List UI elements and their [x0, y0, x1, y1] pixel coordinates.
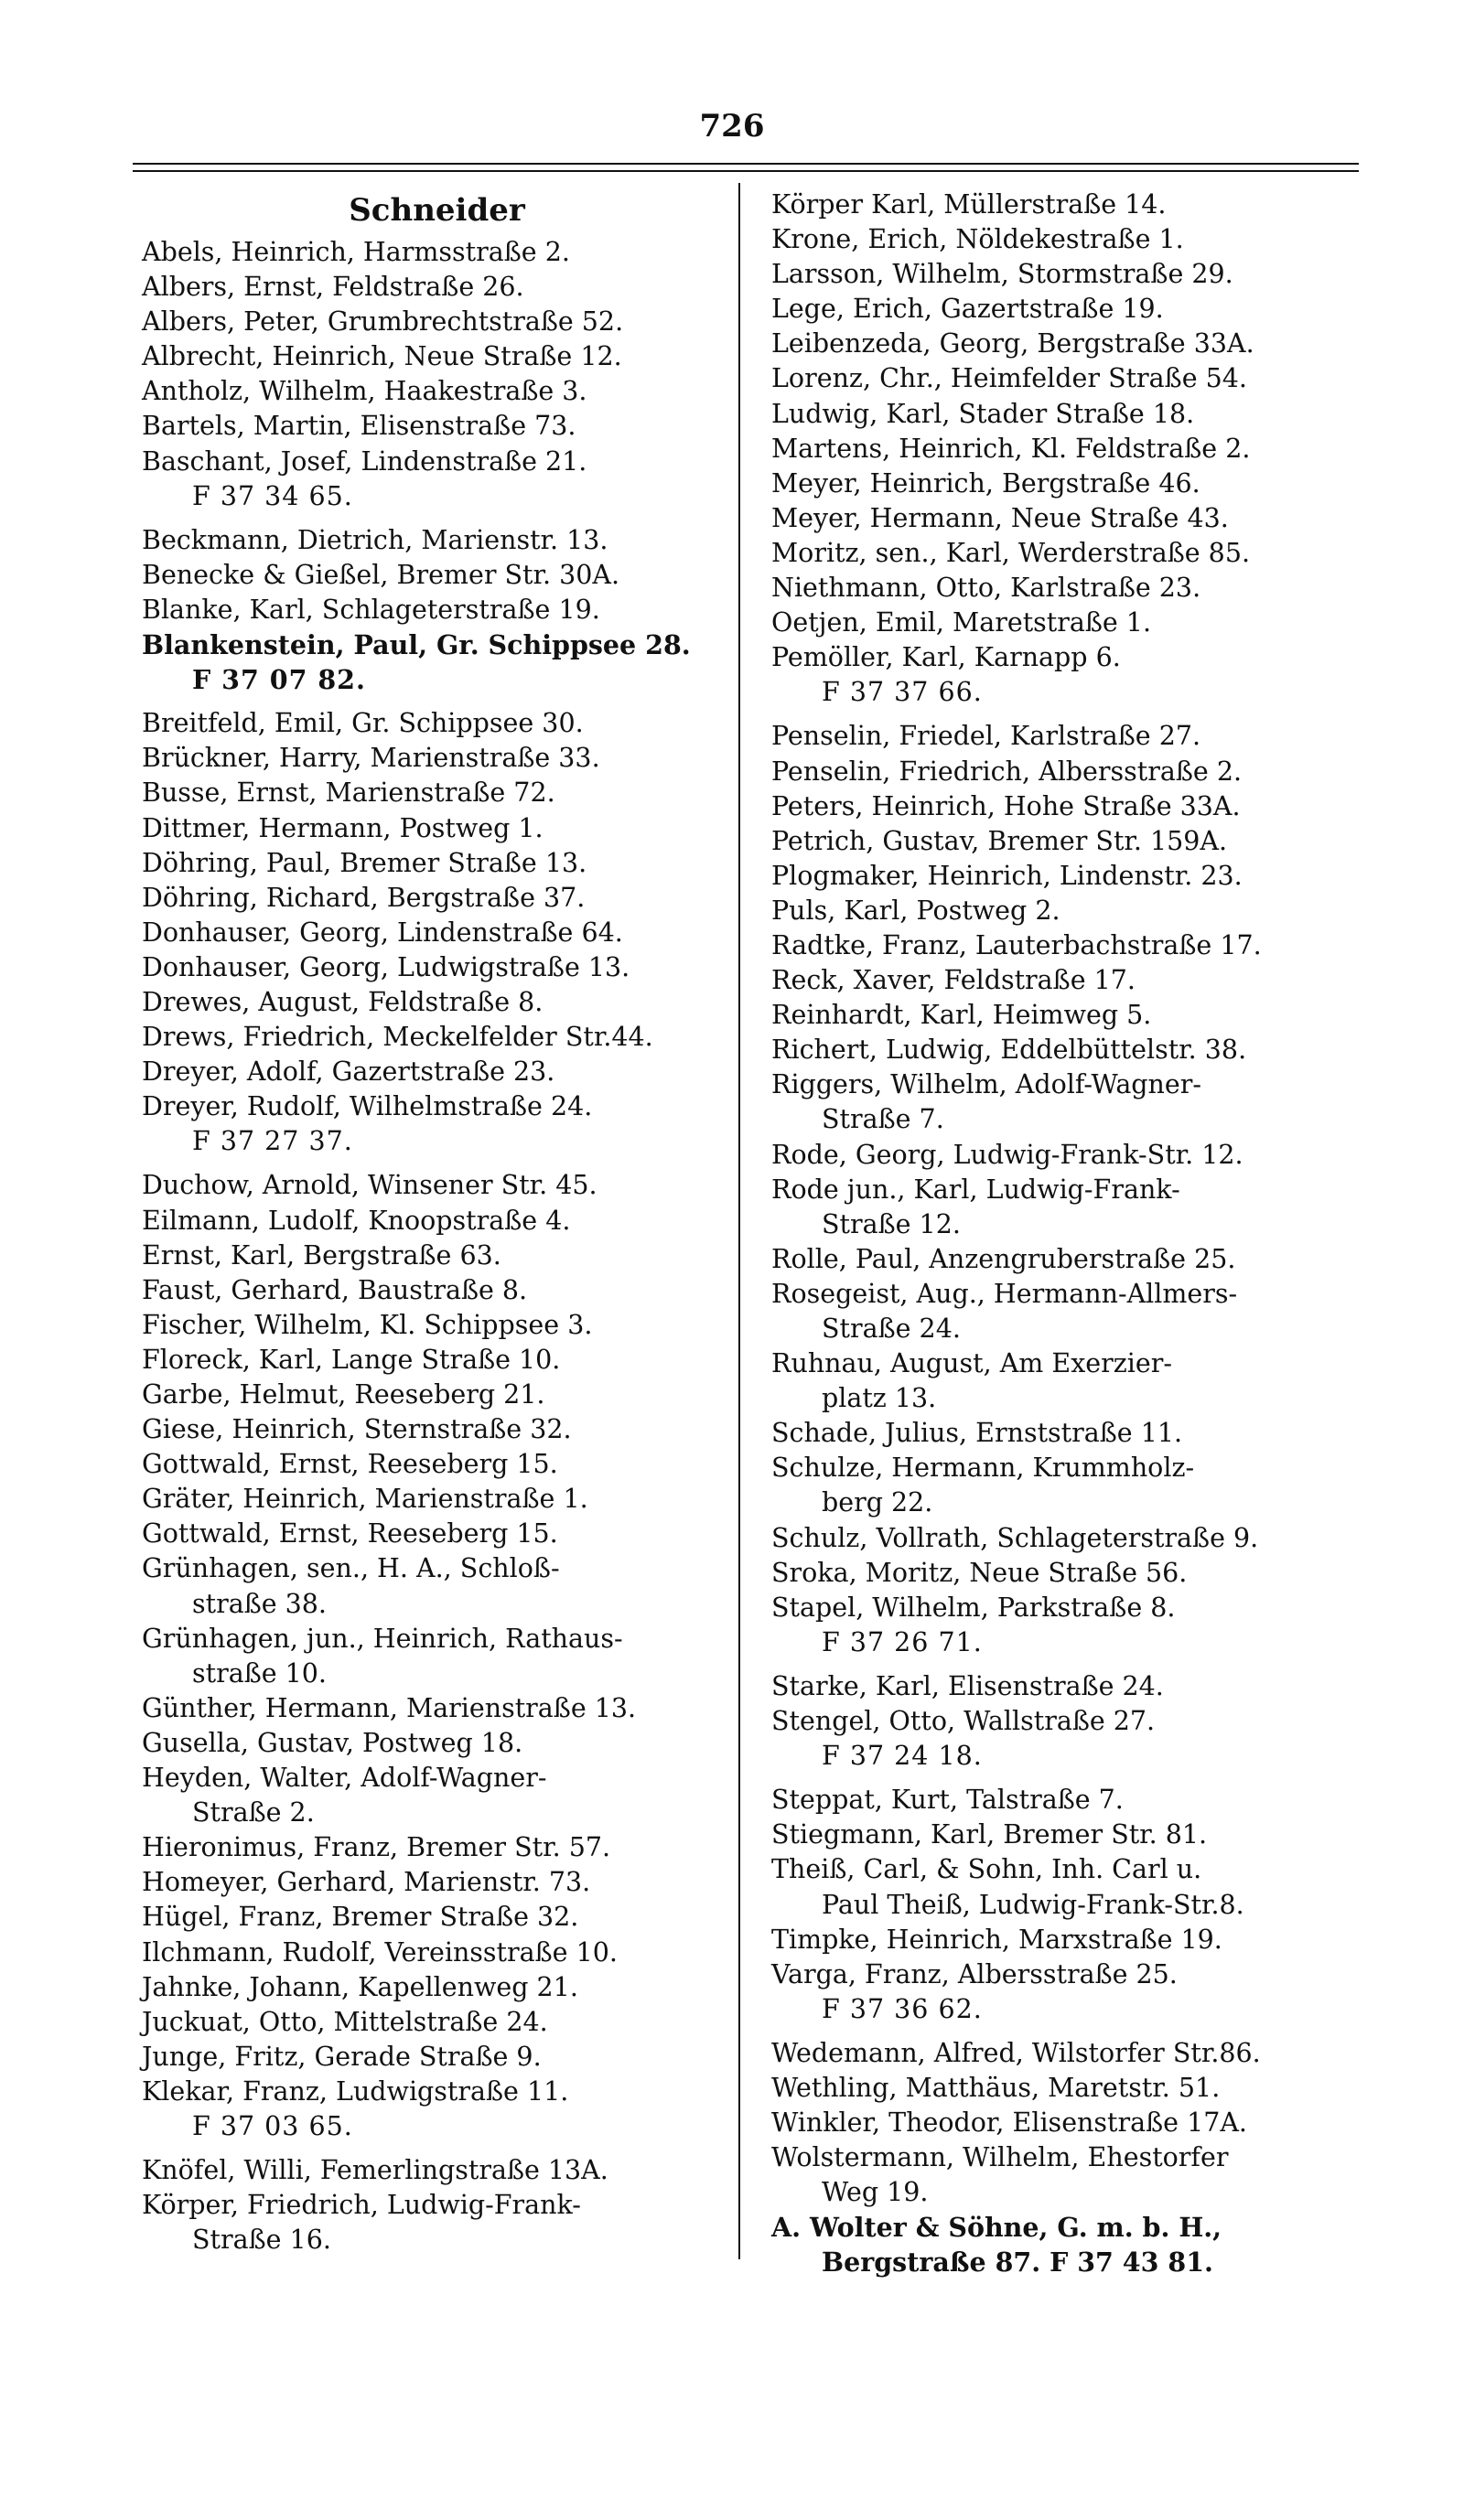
entry-name: Drews, Friedrich, Meckelfelder Str.44.: [142, 1022, 653, 1053]
directory-entry: [142, 1378, 732, 1412]
directory-entry: [142, 1343, 732, 1378]
directory-entry: [771, 1521, 1362, 1556]
entry-continuation: Straße 16.: [192, 2225, 331, 2256]
directory-entry: [771, 361, 1362, 396]
entry-name: Wedemann, Alfred, Wilstorfer Str.86.: [771, 2037, 1261, 2068]
entry-name: Körper, Friedrich, Ludwig-Frank-: [142, 2190, 581, 2221]
entry-name: Radtke, Franz, Lauterbachstraße 17.: [771, 929, 1262, 960]
directory-entry: [142, 235, 732, 270]
column-divider: [738, 183, 740, 2259]
entry-name: Richert, Ludwig, Eddelbüttelstr. 38.: [771, 1035, 1247, 1066]
entry-name: Gottwald, Ernst, Reeseberg 15.: [142, 1449, 558, 1480]
header-rule-bottom: [133, 170, 1359, 172]
entry-name: Krone, Erich, Nöldekestraße 1.: [771, 224, 1184, 255]
directory-entry: [142, 811, 732, 846]
entry-name: Dittmer, Hermann, Postweg 1.: [142, 812, 544, 843]
directory-entry: [771, 1852, 1362, 1922]
entry-name: Busse, Ernst, Marienstraße 72.: [142, 777, 555, 809]
directory-entry: [142, 1020, 732, 1055]
entry-name: Knöfel, Willi, Femerlingstraße 13A.: [142, 2155, 608, 2186]
entry-name: Bartels, Martin, Elisenstraße 73.: [142, 411, 576, 442]
entry-name: Schade, Julius, Ernststraße 11.: [771, 1418, 1183, 1449]
entry-name: Antholz, Wilhelm, Haakestraße 3.: [142, 376, 587, 407]
right-column: [771, 188, 1362, 2280]
directory-entry: [142, 409, 732, 444]
entry-name: Faust, Gerhard, Baustraße 8.: [142, 1274, 528, 1305]
header-rule-top: [133, 163, 1359, 165]
section-heading: Schneider: [349, 192, 525, 229]
directory-entry: [142, 305, 732, 339]
directory-entry: [142, 916, 732, 950]
entry-name: Ludwig, Karl, Stader Straße 18.: [771, 398, 1195, 429]
entry-continuation: Straße 2.: [192, 1797, 315, 1828]
entry-name: Ruhnau, August, Am Exerzier-: [771, 1348, 1173, 1379]
entry-name: Grünhagen, jun., Heinrich, Rathaus-: [142, 1623, 623, 1654]
entry-name: Benecke & Gießel, Bremer Str. 30A.: [142, 559, 620, 590]
entry-phone: F 37 26 71.: [822, 1626, 983, 1657]
entry-name: Winkler, Theodor, Elisenstraße 17A.: [771, 2107, 1247, 2139]
entry-name: Albers, Peter, Grumbrechtstraße 52.: [142, 306, 624, 338]
directory-entry: [142, 1204, 732, 1239]
directory-entry: [142, 593, 732, 627]
directory-entry: [142, 1622, 732, 1691]
entry-continuation: berg 22.: [822, 1487, 933, 1518]
entry-name: Döhring, Paul, Bremer Straße 13.: [142, 847, 587, 878]
directory-entry: [771, 466, 1362, 501]
directory-entry: [771, 1783, 1362, 1818]
entry-name: Puls, Karl, Postweg 2.: [771, 895, 1060, 926]
directory-entry: [142, 2188, 732, 2257]
directory-entry: [771, 1923, 1362, 1957]
entry-name: Abels, Heinrich, Harmsstraße 2.: [142, 237, 570, 267]
entry-name: Dreyer, Adolf, Gazertstraße 23.: [142, 1056, 555, 1088]
entry-continuation: Paul Theiß, Ludwig-Frank-Str.8.: [822, 1889, 1244, 1920]
entry-name: Schulze, Hermann, Krummholz-: [771, 1453, 1195, 1484]
directory-entry: [142, 741, 732, 776]
directory-entry: [142, 1900, 732, 1935]
entry-continuation: Bergstraße 87. F 37 43 81.: [822, 2247, 1213, 2279]
entry-name: Martens, Heinrich, Kl. Feldstraße 2.: [771, 433, 1251, 464]
entry-name: Garbe, Helmut, Reeseberg 21.: [142, 1379, 545, 1410]
entry-name: Oetjen, Emil, Maretstraße 1.: [771, 607, 1152, 638]
entry-name: Ilchmann, Rudolf, Vereinsstraße 10.: [142, 1936, 618, 1968]
entry-name: Gräter, Heinrich, Marienstraße 1.: [142, 1484, 588, 1515]
entry-name: Penselin, Friedel, Karlstraße 27.: [771, 721, 1201, 752]
directory-entry: [142, 1970, 732, 2005]
entry-name: Jahnke, Johann, Kapellenweg 21.: [142, 1971, 578, 2002]
entry-name: Breitfeld, Emil, Gr. Schippsee 30.: [142, 708, 584, 739]
entry-phone: F 37 07 82.: [192, 664, 366, 696]
entry-name: Günther, Hermann, Marienstraße 13.: [142, 1692, 637, 1723]
directory-entry: [771, 1416, 1362, 1451]
entry-name: Drewes, August, Feldstraße 8.: [142, 986, 544, 1017]
entry-continuation: Weg 19.: [822, 2177, 929, 2208]
entry-name: Riggers, Wilhelm, Adolf-Wagner-: [771, 1069, 1202, 1100]
entry-name: Heyden, Walter, Adolf-Wagner-: [142, 1763, 547, 1794]
directory-entry: [771, 755, 1362, 789]
directory-entry: [771, 1957, 1362, 2027]
entry-name: Reinhardt, Karl, Heimweg 5.: [771, 1000, 1152, 1031]
directory-entry: [142, 1517, 732, 1551]
directory-entry: [771, 397, 1362, 432]
entry-name: Leibenzeda, Georg, Bergstraße 33A.: [771, 328, 1254, 359]
directory-entry: [771, 536, 1362, 571]
entry-name: Rode, Georg, Ludwig-Frank-Str. 12.: [771, 1139, 1243, 1170]
directory-entry: [142, 1273, 732, 1308]
entry-name: Dreyer, Rudolf, Wilhelmstraße 24.: [142, 1091, 593, 1122]
directory-entry: [771, 1556, 1362, 1591]
entry-name: Eilmann, Ludolf, Knoopstraße 4.: [142, 1205, 571, 1236]
directory-entry: [771, 501, 1362, 536]
entry-name: Wolstermann, Wilhelm, Ehestorfer: [771, 2142, 1229, 2173]
directory-entry: [771, 327, 1362, 361]
entry-name: Wethling, Matthäus, Maretstr. 51.: [771, 2072, 1221, 2103]
entry-phone: F 37 24 18.: [822, 1741, 983, 1772]
entry-name: Albers, Ernst, Feldstraße 26.: [142, 272, 524, 303]
directory-entry: [142, 445, 732, 514]
directory-entry: [771, 1033, 1362, 1067]
entry-phone: F 37 27 37.: [192, 1126, 353, 1157]
entry-name: Moritz, sen., Karl, Werderstraße 85.: [771, 537, 1251, 568]
entry-name: Homeyer, Gerhard, Marienstr. 73.: [142, 1867, 591, 1898]
directory-entry: [771, 1242, 1362, 1277]
directory-entry: [142, 374, 732, 409]
entry-name: Albrecht, Heinrich, Neue Straße 12.: [142, 341, 622, 372]
directory-entry: [771, 2071, 1362, 2106]
page-number: 726: [699, 108, 765, 145]
entry-continuation: Straße 12.: [822, 1208, 961, 1239]
directory-entry: [771, 1704, 1362, 1774]
entry-name: Rosegeist, Aug., Hermann-Allmers-: [771, 1278, 1238, 1309]
entry-phone: F 37 37 66.: [822, 677, 983, 708]
directory-entry: [771, 2106, 1362, 2140]
entry-phone: F 37 34 65.: [192, 480, 353, 511]
directory-entry: [142, 1865, 732, 1900]
entry-name: Hügel, Franz, Bremer Straße 32.: [142, 1902, 579, 1933]
directory-entry: [771, 2210, 1362, 2279]
entry-name: Körper Karl, Müllerstraße 14.: [771, 189, 1167, 220]
entry-name: Hieronimus, Franz, Bremer Str. 57.: [142, 1832, 611, 1863]
directory-entry: [771, 1591, 1362, 1660]
entry-name: Donhauser, Georg, Ludwigstraße 13.: [142, 951, 630, 982]
directory-entry: [142, 881, 732, 916]
directory-entry: [771, 640, 1362, 710]
entry-continuation: Straße 7.: [822, 1104, 944, 1135]
entry-name: Peters, Heinrich, Hohe Straße 33A.: [771, 790, 1241, 821]
directory-entry: [142, 1726, 732, 1761]
entry-name: Starke, Karl, Elisenstraße 24.: [771, 1670, 1164, 1701]
directory-entry: [771, 432, 1362, 466]
directory-entry: [142, 950, 732, 985]
directory-entry: [771, 1669, 1362, 1704]
directory-entry: [142, 1936, 732, 1970]
directory-entry: [771, 1818, 1362, 1852]
entry-name: Duchow, Arnold, Winsener Str. 45.: [142, 1170, 597, 1201]
directory-entry: [142, 846, 732, 881]
directory-entry: [771, 1067, 1362, 1137]
directory-entry: [771, 998, 1362, 1033]
directory-entry: [142, 1551, 732, 1621]
entry-name: Sroka, Moritz, Neue Straße 56.: [771, 1557, 1188, 1588]
directory-entry: [142, 627, 732, 697]
directory-entry: [142, 2005, 732, 2040]
entry-name: Junge, Fritz, Gerade Straße 9.: [142, 2041, 542, 2072]
directory-entry: [142, 1089, 732, 1159]
directory-entry: [142, 2075, 732, 2144]
directory-entry: [771, 188, 1362, 222]
directory-entry: [142, 1168, 732, 1203]
directory-entry: [142, 1830, 732, 1865]
directory-entry: [142, 523, 732, 558]
entry-name: Niethmann, Otto, Karlstraße 23.: [771, 573, 1201, 604]
entry-name: Fischer, Wilhelm, Kl. Schippsee 3.: [142, 1309, 593, 1340]
entry-name: Theiß, Carl, & Sohn, Inh. Carl u.: [771, 1854, 1202, 1885]
entry-name: Stapel, Wilhelm, Parkstraße 8.: [771, 1592, 1176, 1623]
entry-name: Schulz, Vollrath, Schlageterstraße 9.: [771, 1522, 1259, 1553]
directory-entry: [771, 292, 1362, 327]
entry-name: Meyer, Heinrich, Bergstraße 46.: [771, 467, 1200, 499]
directory-entry: [142, 1482, 732, 1517]
directory-entry: [142, 776, 732, 810]
directory-entry: [771, 1346, 1362, 1416]
entry-name: A. Wolter & Söhne, G. m. b. H.,: [771, 2212, 1222, 2244]
entry-name: Penselin, Friedrich, Albersstraße 2.: [771, 756, 1243, 787]
directory-entry: [142, 558, 732, 593]
entry-name: Petrich, Gustav, Bremer Str. 159A.: [771, 825, 1228, 856]
entry-name: Stengel, Otto, Wallstraße 27.: [771, 1706, 1156, 1737]
entry-continuation: straße 10.: [192, 1657, 327, 1689]
entry-name: Blanke, Karl, Schlageterstraße 19.: [142, 594, 600, 625]
directory-entry: [142, 1308, 732, 1343]
entry-name: Lege, Erich, Gazertstraße 19.: [771, 294, 1164, 325]
directory-entry: [771, 859, 1362, 894]
entry-continuation: straße 38.: [192, 1588, 327, 1619]
entry-name: Gottwald, Ernst, Reeseberg 15.: [142, 1518, 558, 1550]
entry-name: Rolle, Paul, Anzengruberstraße 25.: [771, 1243, 1236, 1274]
directory-entry: [142, 2153, 732, 2188]
entry-name: Pemöller, Karl, Karnapp 6.: [771, 642, 1121, 673]
entry-name: Lorenz, Chr., Heimfelder Straße 54.: [771, 363, 1247, 394]
directory-entry: [771, 824, 1362, 859]
directory-entry: [771, 789, 1362, 824]
entry-phone: F 37 36 62.: [822, 1993, 983, 2024]
entry-name: Stiegmann, Karl, Bremer Str. 81.: [771, 1819, 1208, 1850]
directory-entry: [771, 606, 1362, 640]
entry-name: Rode jun., Karl, Ludwig-Frank-: [771, 1174, 1180, 1205]
entry-name: Steppat, Kurt, Talstraße 7.: [771, 1785, 1124, 1816]
entry-name: Juckuat, Otto, Mittelstraße 24.: [142, 2006, 548, 2037]
left-column: [142, 188, 732, 2257]
directory-entry: [142, 706, 732, 741]
entry-name: Baschant, Josef, Lindenstraße 21.: [142, 445, 587, 477]
entry-name: Blankenstein, Paul, Gr. Schippsee 28.: [142, 629, 691, 661]
directory-entry: [142, 339, 732, 374]
entry-continuation: Straße 24.: [822, 1314, 961, 1344]
entry-name: Brückner, Harry, Marienstraße 33.: [142, 743, 600, 774]
entry-name: Varga, Franz, Albersstraße 25.: [771, 1958, 1178, 1989]
entry-name: Klekar, Franz, Ludwigstraße 11.: [142, 2075, 569, 2107]
directory-entry: [142, 1412, 732, 1447]
directory-entry: [771, 1277, 1362, 1346]
directory-entry: [771, 1138, 1362, 1173]
directory-entry: [771, 257, 1362, 292]
entry-name: Timpke, Heinrich, Marxstraße 19.: [771, 1924, 1222, 1955]
directory-entry: [142, 270, 732, 305]
directory-entry: [142, 1691, 732, 1726]
directory-entry: [142, 1447, 732, 1482]
directory-entry: [142, 1055, 732, 1089]
directory-entry: [771, 1451, 1362, 1520]
entry-name: Giese, Heinrich, Sternstraße 32.: [142, 1414, 572, 1445]
entry-name: Donhauser, Georg, Lindenstraße 64.: [142, 917, 623, 948]
directory-entry: [142, 1239, 732, 1273]
directory-entry: [771, 963, 1362, 998]
directory-entry: [771, 928, 1362, 963]
directory-entry: [771, 2140, 1362, 2210]
entry-name: Gusella, Gustav, Postweg 18.: [142, 1727, 523, 1758]
entry-continuation: platz 13.: [822, 1383, 937, 1414]
directory-entry: [771, 719, 1362, 754]
entry-name: Plogmaker, Heinrich, Lindenstr. 23.: [771, 860, 1243, 891]
entry-name: Reck, Xaver, Feldstraße 17.: [771, 965, 1136, 996]
entry-name: Döhring, Richard, Bergstraße 37.: [142, 882, 586, 913]
directory-entry: [771, 894, 1362, 928]
directory-entry: [142, 985, 732, 1020]
directory-entry: [142, 2040, 732, 2075]
directory-entry: [771, 571, 1362, 606]
entry-name: Beckmann, Dietrich, Marienstr. 13.: [142, 524, 608, 555]
directory-entry: [771, 222, 1362, 257]
entry-phone: F 37 03 65.: [192, 2110, 353, 2141]
directory-entry: [142, 1761, 732, 1830]
directory-entry: [771, 1173, 1362, 1242]
entry-name: Meyer, Hermann, Neue Straße 43.: [771, 502, 1229, 533]
directory-entry: [771, 2036, 1362, 2071]
entry-name: Floreck, Karl, Lange Straße 10.: [142, 1344, 561, 1375]
entry-name: Larsson, Wilhelm, Stormstraße 29.: [771, 259, 1233, 290]
entry-name: Ernst, Karl, Bergstraße 63.: [142, 1239, 501, 1271]
entry-name: Grünhagen, sen., H. A., Schloß-: [142, 1553, 560, 1584]
